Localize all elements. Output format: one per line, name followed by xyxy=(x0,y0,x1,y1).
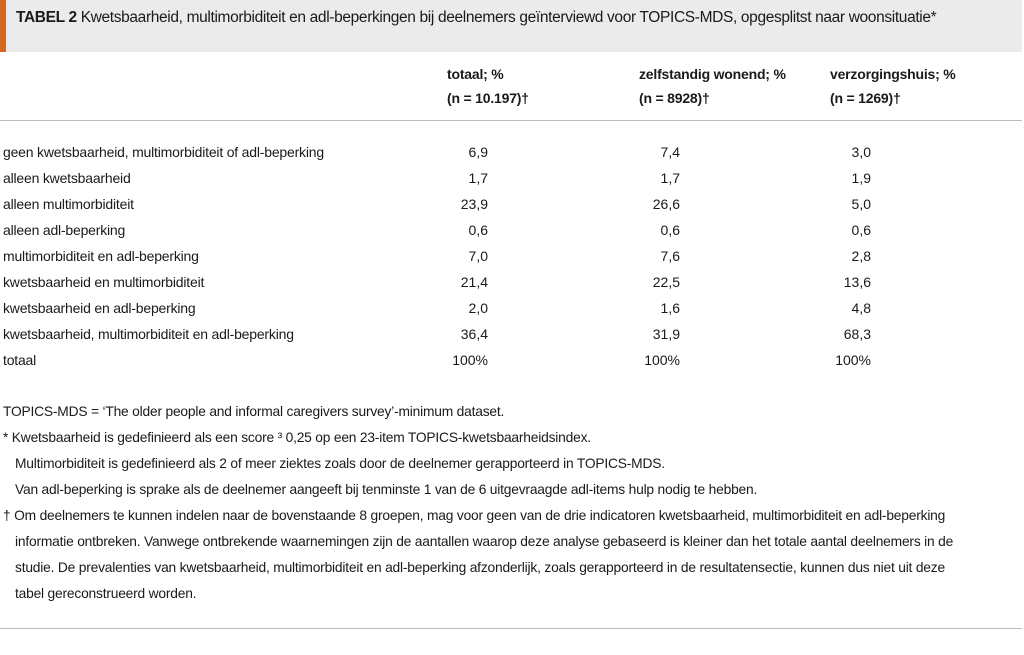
cell-totaal: 1,7 xyxy=(468,170,488,186)
cell-zelfstandig: 7,4 xyxy=(660,144,680,160)
footnote-dagger-line3: studie. De prevalenties van kwetsbaarheid, multimorbiditeit en adl-beperking afzonderlijk, zoals gerapporteerd in de resultatensectie, kunnen dus niet uit deze xyxy=(15,560,945,575)
footer-divider xyxy=(0,628,1022,629)
cell-totaal: 21,4 xyxy=(460,274,488,290)
footnote-abbreviation: TOPICS-MDS = ‘The older people and informal caregivers survey’-minimum dataset. xyxy=(3,404,505,419)
row-label: alleen kwetsbaarheid xyxy=(3,170,131,186)
row-label: alleen multimorbiditeit xyxy=(3,196,134,212)
cell-totaal: 0,6 xyxy=(468,222,488,238)
column-header-line1: zelfstandig wonend; % xyxy=(639,66,786,82)
table-row xyxy=(0,139,1022,165)
table-number: TABEL 2 xyxy=(16,9,77,26)
column-header-line1: verzorgingshuis; % xyxy=(830,66,956,82)
column-header-line1: totaal; % xyxy=(447,66,504,82)
cell-zelfstandig: 31,9 xyxy=(652,326,680,342)
cell-verzorgingshuis: 2,8 xyxy=(851,248,871,264)
header-divider xyxy=(0,120,1022,121)
column-header-zelfstandig xyxy=(639,62,786,110)
cell-totaal: 6,9 xyxy=(468,144,488,160)
row-label: kwetsbaarheid en adl-beperking xyxy=(3,300,196,316)
cell-zelfstandig: 100% xyxy=(644,352,680,368)
table-title: Kwetsbaarheid, multimorbiditeit en adl-beperkingen bij deelnemers geïnterviewd voor TOPICS-MDS, opgesplitst naar woonsituatie* xyxy=(80,9,937,26)
cell-totaal: 7,0 xyxy=(468,248,488,264)
column-header-totaal xyxy=(447,62,529,110)
row-label: totaal xyxy=(3,352,37,368)
column-header-line2: (n = 8928)† xyxy=(639,90,710,106)
table-row xyxy=(0,243,1022,269)
row-label: geen kwetsbaarheid, multimorbiditeit of adl-beperking xyxy=(3,144,324,160)
cell-totaal: 100% xyxy=(452,352,488,368)
cell-verzorgingshuis: 13,6 xyxy=(843,274,871,290)
cell-verzorgingshuis: 4,8 xyxy=(851,300,871,316)
column-header-line2: (n = 10.197)† xyxy=(447,90,529,106)
footnote-asterisk-line3: Van adl-beperking is sprake als de deelnemer aangeeft bij tenminste 1 van de 6 uitgevraagde adl-items hulp nodig te hebben. xyxy=(15,482,758,497)
column-header-line2: (n = 1269)† xyxy=(830,90,901,106)
cell-totaal: 23,9 xyxy=(460,196,488,212)
row-label: alleen adl-beperking xyxy=(3,222,126,238)
row-label: multimorbiditeit en adl-beperking xyxy=(3,248,199,264)
footnote-asterisk-line2: Multimorbiditeit is gedefinieerd als 2 of meer ziektes zoals door de deelnemer gerapporteerd in TOPICS-MDS. xyxy=(15,456,665,471)
cell-zelfstandig: 26,6 xyxy=(652,196,680,212)
cell-totaal: 2,0 xyxy=(468,300,488,316)
row-label: kwetsbaarheid, multimorbiditeit en adl-beperking xyxy=(3,326,294,342)
table-row xyxy=(0,321,1022,347)
cell-verzorgingshuis: 68,3 xyxy=(843,326,871,342)
cell-zelfstandig: 1,6 xyxy=(660,300,680,316)
table-row xyxy=(0,165,1022,191)
cell-zelfstandig: 0,6 xyxy=(660,222,680,238)
cell-verzorgingshuis: 5,0 xyxy=(851,196,871,212)
cell-zelfstandig: 1,7 xyxy=(660,170,680,186)
footnote-dagger-line2: informatie ontbreken. Vanwege ontbrekende waarnemingen zijn de aantallen waarop deze analyse gebaseerd is kleiner dan het totale aantal deelnemers in de xyxy=(15,534,954,549)
footnote-asterisk: * Kwetsbaarheid is gedefinieerd als een score ³ 0,25 op een 23-item TOPICS-kwetsbaarheidsindex. xyxy=(3,430,591,445)
footnote-dagger: † Om deelnemers te kunnen indelen naar de bovenstaande 8 groepen, mag voor geen van de drie indicatoren kwetsbaarheid, multimorbiditeit en adl-beperking xyxy=(3,508,946,523)
row-label: kwetsbaarheid en multimorbiditeit xyxy=(3,274,205,290)
table-row-total xyxy=(0,347,1022,373)
cell-zelfstandig: 7,6 xyxy=(660,248,680,264)
column-header-verzorgingshuis xyxy=(830,62,956,110)
cell-zelfstandig: 22,5 xyxy=(652,274,680,290)
footnote-dagger-line4: tabel gereconstrueerd worden. xyxy=(15,586,197,601)
table-row xyxy=(0,269,1022,295)
table-row xyxy=(0,191,1022,217)
table-row xyxy=(0,217,1022,243)
table-caption xyxy=(16,9,936,27)
cell-verzorgingshuis: 3,0 xyxy=(851,144,871,160)
cell-verzorgingshuis: 1,9 xyxy=(851,170,871,186)
cell-verzorgingshuis: 100% xyxy=(835,352,871,368)
table-caption-bar xyxy=(0,0,1022,52)
cell-totaal: 36,4 xyxy=(460,326,488,342)
cell-verzorgingshuis: 0,6 xyxy=(851,222,871,238)
table-row xyxy=(0,295,1022,321)
